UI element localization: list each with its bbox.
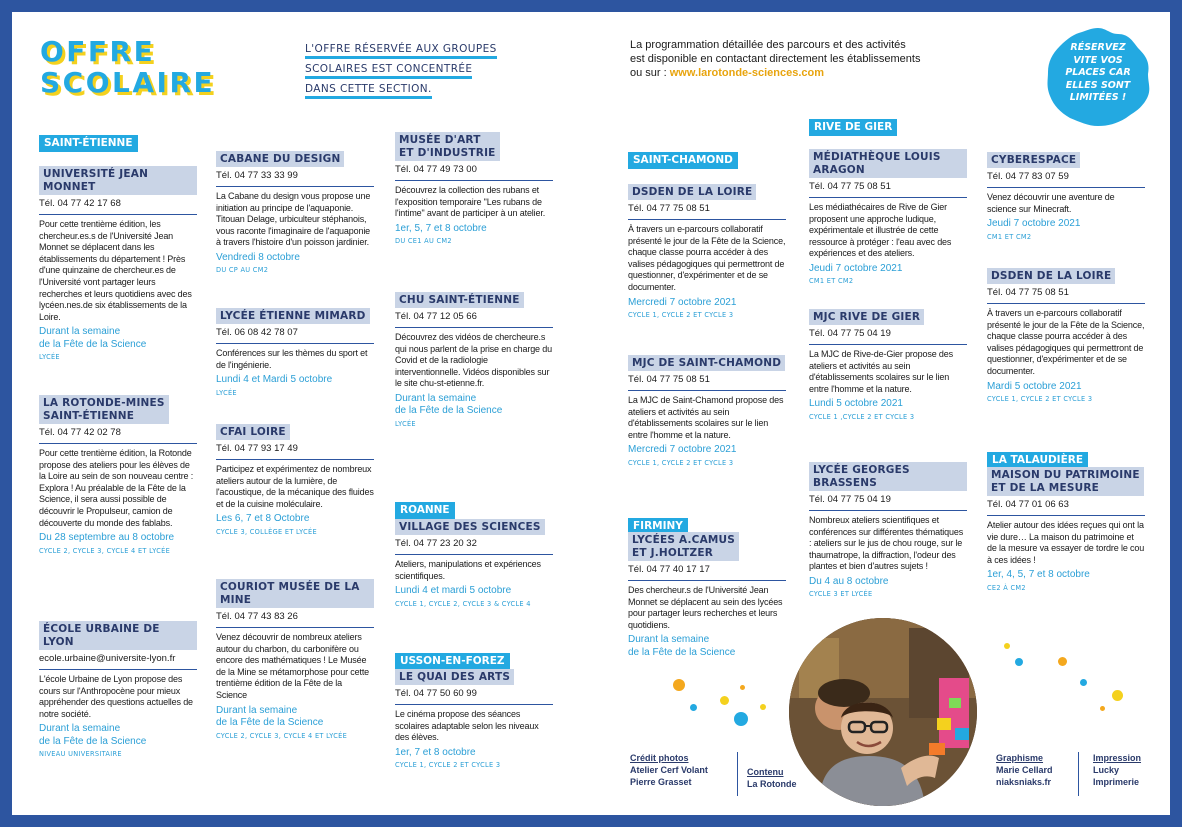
entry-maison-du-patrimoine <box>987 467 1145 593</box>
credit-heading: Impression <box>1093 753 1142 763</box>
brochure-page <box>12 12 1170 815</box>
entry-cabane-du-design <box>216 149 374 275</box>
level: CYCLE 1 ,CYCLE 2 ET CYCLE 3 <box>809 412 915 421</box>
level: CM1 ET CM2 <box>987 232 1032 241</box>
level: CYCLE 1, CYCLE 2 ET CYCLE 3 <box>628 311 734 320</box>
level: LYCÉE <box>395 419 416 428</box>
level: LYCÉE <box>216 388 237 397</box>
intro-text <box>305 39 555 99</box>
city-label-roanne: ROANNE <box>395 500 455 519</box>
credit-divider <box>1078 752 1079 796</box>
date: Mardi 5 octobre 2021 <box>987 380 1082 392</box>
phone: Tél. 04 77 50 60 99 <box>395 688 553 705</box>
description: Le cinéma propose des séances scolaires adaptable selon les niveaux des élèves. <box>395 709 539 743</box>
date: Durant la semaine de la Fête de la Science <box>628 634 736 658</box>
entry-lycee-etienne-mimard <box>216 306 374 398</box>
credit-heading: Contenu <box>747 767 784 777</box>
entry-mjc-rive-de-gier <box>809 307 967 422</box>
credit-heading: Crédit photos <box>630 753 689 763</box>
place-name: CYBERESPACE <box>987 152 1080 168</box>
city-label-saint-chamond: SAINT-CHAMOND <box>628 150 738 169</box>
place-name: MJC RIVE DE GIER <box>809 309 924 325</box>
decor-dot <box>1100 706 1105 711</box>
level: DU CE1 AU CM2 <box>395 237 452 246</box>
entry-mediatheque-louis-aragon <box>809 149 967 286</box>
phone: Tél. 04 77 33 33 99 <box>216 170 374 187</box>
city-label-saint-etienne: SAINT-ÉTIENNE <box>39 133 138 152</box>
description: La Cabane du design vous propose une initiation au principe de l'aquaponie. Titouan Delage, urbiculteur stéphanois, vous raconte l'imaginaire de l'aquaponie à travers l'histoire d'un poisson jardinier. <box>216 191 371 248</box>
description: La MJC de Saint-Chamond propose des ateliers et activités au sein d'établissements scolaires sur le lien entre l'homme et la nature. <box>628 395 784 440</box>
programme-line-2: est disponible en contactant directement les établissements <box>630 53 921 65</box>
decor-dot <box>1015 658 1023 666</box>
place-name: COURIOT MUSÉE DE LA MINE <box>216 579 374 608</box>
description: Découvrez la collection des rubans et l'exposition temporaire "Les rubans de l'intime" avant de participer à un atelier. <box>395 185 546 219</box>
title-line-2: SCOLAIRE <box>40 66 216 99</box>
place-name: LYCÉE ÉTIENNE MIMARD <box>216 308 370 324</box>
phone: Tél. 04 77 75 04 19 <box>809 494 967 511</box>
phone: Tél. 04 77 43 83 26 <box>216 611 374 628</box>
level: CYCLE 1, CYCLE 2 ET CYCLE 3 <box>628 458 734 467</box>
credit-heading: Graphisme <box>996 753 1044 763</box>
place-name: MUSÉE D'ART ET D'INDUSTRIE <box>395 132 500 161</box>
description: Pour cette trentième édition, la Rotonde propose des ateliers pour les élèves de la Loire au sein de son nouveau centre : Explora ! Au préalable de la Fête de la Science, il sera aussi possible de découvrir le Propulseur, camion de découverte du monde des fablabs. <box>39 448 194 528</box>
description: Venez découvrir une aventure de science sur Minecraft. <box>987 192 1115 214</box>
level: CYCLE 3, COLLÈGE ET LYCÉE <box>216 527 317 536</box>
decor-dot <box>1080 679 1087 686</box>
entry-la-rotonde <box>39 395 197 556</box>
programme-info <box>630 38 960 80</box>
entry-mjc-saint-chamond <box>628 353 786 468</box>
place-name: LYCÉES A.CAMUS ET J.HOLTZER <box>628 532 739 561</box>
date: Lundi 4 et Mardi 5 octobre <box>216 374 333 386</box>
description: La MJC de Rive-de-Gier propose des ateliers et activités au sein d'établissements scolaires sur le lien entre l'homme et la nature. <box>809 349 953 394</box>
credit-value: La Rotonde <box>747 779 797 789</box>
description: À travers un e-parcours collaboratif présenté le jour de la Fête de la Science, chaque classe pourra accéder à des valises pédagogiques qui permettront de questionner, d'expérimenter et de se documenter. <box>628 224 786 292</box>
website-link[interactable]: www.larotonde-sciences.com <box>669 67 824 79</box>
reservation-badge <box>1042 24 1154 130</box>
decor-dot <box>720 696 729 705</box>
decor-dot <box>740 685 745 690</box>
place-name: CFAI LOIRE <box>216 424 290 440</box>
entry-quai-des-arts <box>395 667 553 770</box>
phone: Tél. 04 77 75 08 51 <box>628 203 786 220</box>
credit-graphisme <box>996 752 1053 788</box>
level: DU CP AU CM2 <box>216 266 269 275</box>
page-title <box>40 36 215 98</box>
credit-divider <box>737 752 738 796</box>
entry-village-des-sciences <box>395 517 553 609</box>
level: CE2 À CM2 <box>987 583 1026 592</box>
credit-value: Atelier Cerf Volant Pierre Grasset <box>630 765 708 787</box>
date: Jeudi 7 octobre 2021 <box>987 218 1081 230</box>
date: Lundi 4 et mardi 5 octobre <box>395 585 512 597</box>
phone: Tél. 04 77 23 20 32 <box>395 538 553 555</box>
credit-photos <box>630 752 708 788</box>
city-label-rive-de-gier: RIVE DE GIER <box>809 117 897 136</box>
place-name: VILLAGE DES SCIENCES <box>395 519 545 535</box>
entry-lycees-camus-holtzer <box>628 532 786 659</box>
decor-dot <box>760 704 766 710</box>
title-line-1: OFFRE <box>40 35 156 68</box>
place-name: CABANE DU DESIGN <box>216 151 344 167</box>
decor-dot <box>1004 643 1010 649</box>
phone: Tél. 04 77 12 05 66 <box>395 311 553 328</box>
phone: Tél. 04 77 93 17 49 <box>216 443 374 460</box>
date: Vendredi 8 octobre <box>216 251 300 263</box>
level: CYCLE 2, CYCLE 3, CYCLE 4 ET LYCÉE <box>216 731 348 740</box>
phone: Tél. 04 77 01 06 63 <box>987 499 1145 516</box>
place-name: CHU SAINT-ÉTIENNE <box>395 292 524 308</box>
description: Les médiathécaires de Rive de Gier proposent une approche ludique, expérimentale et illustrée de cette ressource à protéger : l'eau avec des expériences et des ateliers. <box>809 202 952 259</box>
description: Pour cette trentième édition, les chercheur.es.s de l'Université Jean Monnet se déplacent dans les établissements du département ! Près d'une quinzaine de chercheur.es de l'Université vont partager leurs recherches et leurs quotidiens avec des lycéen.nes.de six établissements de la Loire. <box>39 219 192 322</box>
credit-value: Marie Cellard niaksniaks.fr <box>996 765 1053 787</box>
intro-line-1: L'OFFRE RÉSERVÉE AUX GROUPES <box>305 42 497 59</box>
credit-value: Lucky Imprimerie <box>1093 765 1140 787</box>
date: Durant la semaine de la Fête de la Science <box>39 723 147 747</box>
date: Jeudi 7 octobre 2021 <box>809 262 903 274</box>
description: Des chercheur.s de l'Université Jean Monnet se déplacent au sein des lycées pour partager leurs recherches et leurs quotidiens. <box>628 585 783 630</box>
level: CM1 ET CM2 <box>809 277 854 286</box>
phone: Tél. 04 77 75 08 51 <box>628 374 786 391</box>
place-name: MAISON DU PATRIMOINE ET DE LA MESURE <box>987 467 1144 496</box>
date: Les 6, 7 et 8 Octobre <box>216 513 310 525</box>
date: Mercredi 7 octobre 2021 <box>628 444 737 456</box>
credit-contenu <box>747 766 797 790</box>
date: Durant la semaine de la Fête de la Science <box>216 704 324 729</box>
photo-child-workshop <box>789 618 977 806</box>
level: NIVEAU UNIVERSITAIRE <box>39 750 122 759</box>
entry-couriot-musee-de-la-mine <box>216 579 374 741</box>
decor-dot <box>1112 690 1123 701</box>
decor-dot <box>1058 657 1067 666</box>
level: CYCLE 3 ET LYCÉE <box>809 590 873 599</box>
place-name: LYCÉE GEORGES BRASSENS <box>809 462 967 491</box>
city-label-usson: USSON-EN-FOREZ <box>395 651 510 670</box>
entry-cfai-loire <box>216 422 374 537</box>
description: Venez découvrir de nombreux ateliers autour du charbon, du carbonifère ou encore des mathématiques ! Le Musée de la Mine se métamorphose pour cette trentième édition de la Fête de la Science <box>216 632 370 700</box>
programme-line-3 <box>630 66 960 80</box>
city-label-la-talaudiere: LA TALAUDIÈRE <box>987 450 1088 469</box>
place-name: LE QUAI DES ARTS <box>395 669 514 685</box>
place-name: DSDEN DE LA LOIRE <box>987 268 1115 284</box>
phone: Tél. 04 77 75 04 19 <box>809 328 967 345</box>
badge-text: RÉSERVEZ VITE VOS PLACES CAR ELLES SONT LIMITÉES ! <box>1065 42 1131 103</box>
place-name: DSDEN DE LA LOIRE <box>628 184 756 200</box>
entry-dsden-rive-de-gier <box>987 266 1145 404</box>
description: L'école Urbaine de Lyon propose des cours sur l'Anthropocène pour mieux appréhender des questions actuelles de notre société. <box>39 674 193 719</box>
decor-dot <box>690 704 697 711</box>
level: CYCLE 1, CYCLE 2 ET CYCLE 3 <box>395 761 501 770</box>
intro-line-3: DANS CETTE SECTION. <box>305 82 432 99</box>
programme-line-1: La programmation détaillée des parcours et des activités <box>630 39 906 51</box>
place-name: LA ROTONDE-MINES SAINT-ÉTIENNE <box>39 395 169 424</box>
decor-dot <box>734 712 748 726</box>
photo-illustration <box>789 618 977 806</box>
entry-musee-art-industrie <box>395 132 553 246</box>
level: LYCÉE <box>39 353 60 362</box>
entry-dsden-saint-chamond <box>628 182 786 320</box>
description: Participez et expérimentez de nombreux ateliers autour de la lumière, de l'acoustique, de la mécanique des fluides et de la cuisine moléculaire. <box>216 464 374 509</box>
city-label-firminy: FIRMINY <box>628 516 688 535</box>
level: CYCLE 1, CYCLE 2, CYCLE 3 & CYCLE 4 <box>395 599 531 608</box>
entry-chu-saint-etienne <box>395 290 553 429</box>
programme-prefix: ou sur : <box>630 67 670 79</box>
phone: Tél. 04 77 75 08 51 <box>987 287 1145 304</box>
level: CYCLE 1, CYCLE 2 ET CYCLE 3 <box>987 395 1093 404</box>
entry-universite-jean-monnet <box>39 166 197 362</box>
place-name: MJC DE SAINT-CHAMOND <box>628 355 785 371</box>
phone: Tél. 04 77 42 17 68 <box>39 198 197 215</box>
date: Lundi 5 octobre 2021 <box>809 398 903 410</box>
place-name: MÉDIATHÈQUE LOUIS ARAGON <box>809 149 967 178</box>
date: Durant la semaine de la Fête de la Science <box>395 392 503 417</box>
phone: Tél. 04 77 75 08 51 <box>809 181 967 198</box>
intro-line-2: SCOLAIRES EST CONCENTRÉE <box>305 62 472 79</box>
decor-dot <box>673 679 685 691</box>
description: Conférences sur les thèmes du sport et de l'ingénierie. <box>216 348 368 370</box>
phone: Tél. 06 08 42 78 07 <box>216 327 374 344</box>
phone: Tél. 04 77 49 73 00 <box>395 164 553 181</box>
place-name: UNIVERSITÉ JEAN MONNET <box>39 166 197 195</box>
phone: Tél. 04 77 83 07 59 <box>987 171 1145 188</box>
entry-cyberespace <box>987 150 1145 242</box>
description: À travers un e-parcours collaboratif présenté le jour de la Fête de la Science, chaque classe pourra accéder à des valises pédagogiques qui permettront de questionner, d'expérimenter et de se documenter. <box>987 308 1145 376</box>
date: 1er, 7 et 8 octobre <box>395 746 476 758</box>
date: 1er, 5, 7 et 8 octobre <box>395 222 487 234</box>
entry-ecole-urbaine <box>39 621 197 759</box>
credit-impression <box>1093 752 1141 788</box>
date: Du 4 au 8 octobre <box>809 575 889 587</box>
date: Mercredi 7 octobre 2021 <box>628 296 737 308</box>
description: Ateliers, manipulations et expériences scientifiques. <box>395 559 541 581</box>
date: Du 28 septembre au 8 octobre <box>39 532 175 544</box>
place-name: ÉCOLE URBAINE DE LYON <box>39 621 197 650</box>
entry-lycee-georges-brassens <box>809 462 967 599</box>
phone: Tél. 04 77 40 17 17 <box>628 564 786 581</box>
date: 1er, 4, 5, 7 et 8 octobre <box>987 569 1090 581</box>
email: ecole.urbaine@universite-lyon.fr <box>39 653 197 670</box>
level: CYCLE 2, CYCLE 3, CYCLE 4 ET LYCÉE <box>39 546 171 555</box>
date: Durant la semaine de la Fête de la Science <box>39 326 147 350</box>
description: Découvrez des vidéos de chercheure.s qui nous parlent de la prise en charge du Covid et de la radiologie interventionnelle. Vidéos disponibles sur le site chu-st-etienne.fr. <box>395 332 552 389</box>
description: Nombreux ateliers scientifiques et conférences sur différentes thématiques : ateliers sur le jus de chou rouge, sur le thaumatrope, la diffraction, l'odeur des plantes et bien d'autres sujets ! <box>809 515 964 572</box>
description: Atelier autour des idées reçues qui ont la vie dure… La maison du patrimoine et de la mesure va essayer de tordre le cou à ces idées ! <box>987 520 1145 565</box>
phone: Tél. 04 77 42 02 78 <box>39 427 197 444</box>
